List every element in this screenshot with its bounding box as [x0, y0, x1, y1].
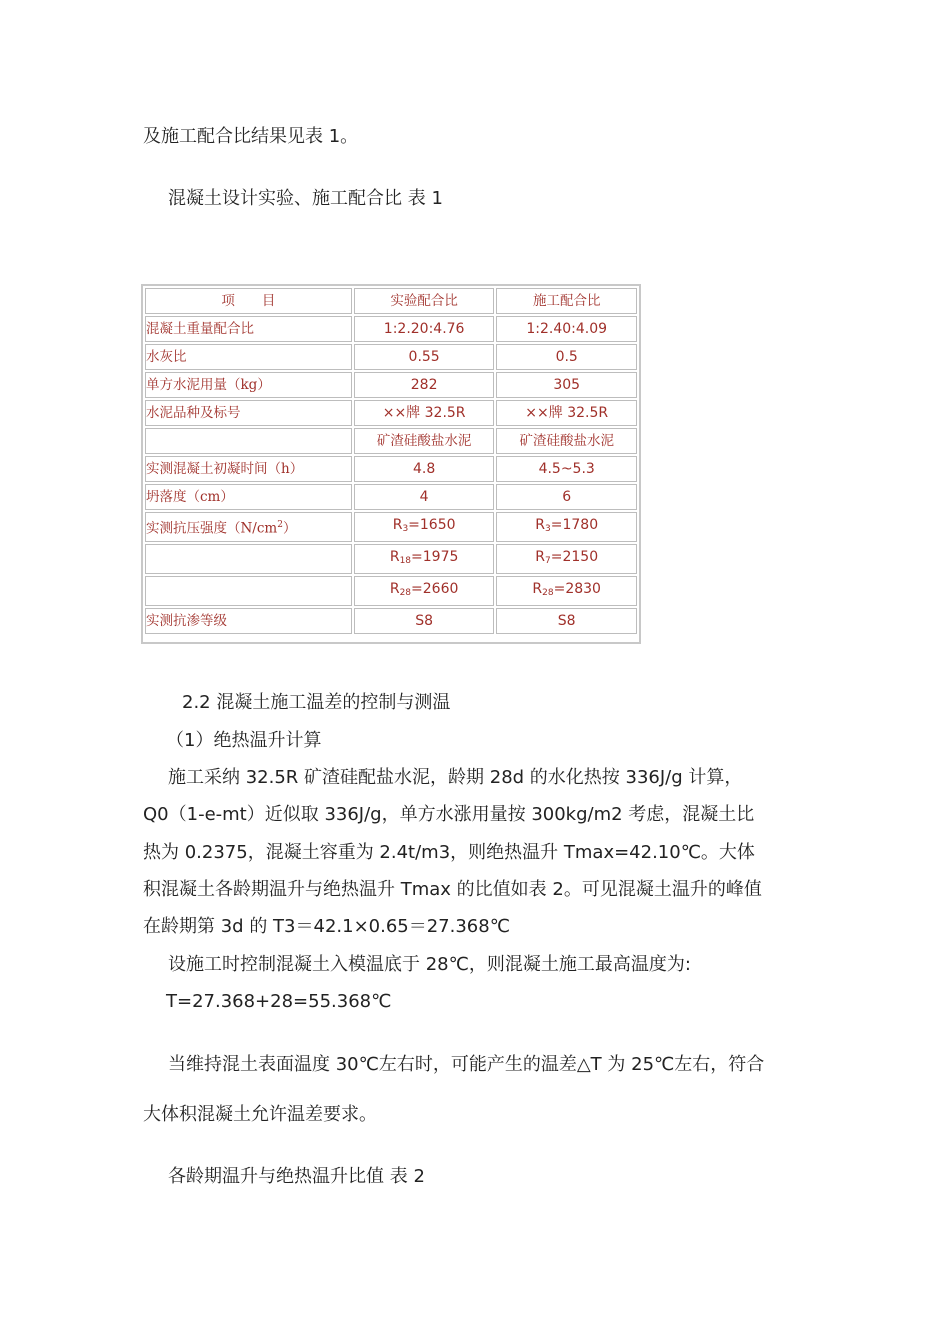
row-con-value [496, 576, 637, 606]
row-con-value [496, 512, 637, 542]
strength-value: =2150 [550, 549, 599, 565]
table-row [145, 456, 637, 482]
table-row [145, 372, 637, 398]
strength-symbol: R [389, 581, 400, 597]
table1-caption: 混凝土设计实验、施工配合比 表 1 [168, 188, 443, 209]
row-con-value: 305 [496, 372, 637, 398]
strength-symbol: R [532, 581, 543, 597]
header-experiment: 实验配合比 [354, 288, 495, 314]
row-item-superscript: 2 [277, 520, 283, 531]
strength-age: 3 [402, 524, 409, 534]
row-con-value: 4.5~5.3 [496, 456, 637, 482]
body-text: Q0（1-e-mt）近似取 336J/g，单方水涨用量按 300kg/m2 考虑，混凝土比 [143, 804, 755, 825]
table-row [145, 428, 637, 454]
mix-ratio-table-frame [141, 284, 641, 644]
row-exp-value: 4 [354, 484, 495, 510]
intro-text: 及施工配合比结果见表 1。 [143, 126, 359, 147]
row-exp-value [354, 576, 495, 606]
strength-age: 18 [399, 556, 412, 566]
strength-symbol: R [535, 549, 546, 565]
body-text: 施工采纳 32.5R 矿渣硅配盐水泥，龄期 28d 的水化热按 336J/g 计算， [168, 767, 743, 788]
table-row [145, 544, 637, 574]
strength-value: =1975 [411, 549, 459, 565]
strength-age: 3 [545, 524, 551, 534]
strength-age: 28 [399, 588, 412, 598]
strength-symbol: R [389, 549, 400, 565]
row-item [145, 428, 352, 454]
body-text: 设施工时控制混凝土入模温底于 28℃，则混凝土施工最高温度为: [168, 954, 691, 975]
row-con-value: S8 [496, 608, 637, 634]
table-row [145, 484, 637, 510]
row-exp-value: 1:2.20:4.76 [354, 316, 495, 342]
row-con-value: 矿渣硅酸盐水泥 [496, 428, 637, 454]
table-row [145, 576, 637, 606]
row-item [145, 576, 352, 606]
row-item [145, 512, 352, 542]
row-con-value: 1:2.40:4.09 [496, 316, 637, 342]
header-item: 项 目 [145, 288, 352, 314]
row-con-value [496, 544, 637, 574]
row-exp-value: 矿渣硅酸盐水泥 [354, 428, 495, 454]
row-exp-value: 282 [354, 372, 495, 398]
table-header-row [145, 288, 637, 314]
row-exp-value [354, 512, 495, 542]
row-item-text: 实测抗压强度（N/cm [146, 520, 278, 537]
row-item: 实测抗渗等级 [145, 608, 352, 634]
row-item: 实测混凝土初凝时间（h） [145, 456, 352, 482]
row-item: 水泥品种及标号 [145, 400, 352, 426]
row-item [145, 544, 352, 574]
table-row [145, 400, 637, 426]
row-con-value: 6 [496, 484, 637, 510]
row-item: 单方水泥用量（kg） [145, 372, 352, 398]
row-con-value: ××牌 32.5R [496, 400, 637, 426]
mix-ratio-table [143, 286, 639, 636]
formula-text: T=27.368+28=55.368℃ [166, 991, 392, 1012]
row-exp-value: 4.8 [354, 456, 495, 482]
strength-age: 28 [542, 588, 554, 598]
strength-value: =1650 [408, 517, 456, 533]
body-text: 当维持混土表面温度 30℃左右时，可能产生的温差△T 为 25℃左右，符合 [168, 1054, 765, 1075]
body-text: 在龄期第 3d 的 T3＝42.1×0.65＝27.368℃ [143, 916, 510, 937]
row-item-text-end: ） [282, 520, 297, 537]
row-con-value: 0.5 [496, 344, 637, 370]
row-exp-value: S8 [354, 608, 495, 634]
body-text: 积混凝土各龄期温升与绝热温升 Tmax 的比值如表 2。可见混凝土温升的峰值 [143, 879, 762, 900]
row-item: 水灰比 [145, 344, 352, 370]
strength-value: =2660 [411, 581, 459, 597]
section-heading-2-2: 2.2 混凝土施工温差的控制与测温 [182, 692, 451, 713]
table-row [145, 512, 637, 542]
body-text: 热为 0.2375，混凝土容重为 2.4t/m3，则绝热温升 Tmax=42.10℃。大体 [143, 842, 755, 863]
strength-value: =2830 [553, 581, 601, 597]
table-row [145, 344, 637, 370]
strength-symbol: R [535, 517, 546, 533]
strength-age: 7 [545, 556, 551, 566]
table-row [145, 316, 637, 342]
subsection-heading: （1）绝热温升计算 [166, 730, 322, 751]
body-text: 大体积混凝土允许温差要求。 [143, 1104, 377, 1125]
row-exp-value: ××牌 32.5R [354, 400, 495, 426]
table2-caption: 各龄期温升与绝热温升比值 表 2 [168, 1166, 425, 1187]
row-item: 坍落度（cm） [145, 484, 352, 510]
header-construction: 施工配合比 [496, 288, 637, 314]
row-item: 混凝土重量配合比 [145, 316, 352, 342]
row-exp-value: 0.55 [354, 344, 495, 370]
table-row [145, 608, 637, 634]
row-exp-value [354, 544, 495, 574]
strength-symbol: R [392, 517, 403, 533]
strength-value: =1780 [550, 517, 599, 533]
